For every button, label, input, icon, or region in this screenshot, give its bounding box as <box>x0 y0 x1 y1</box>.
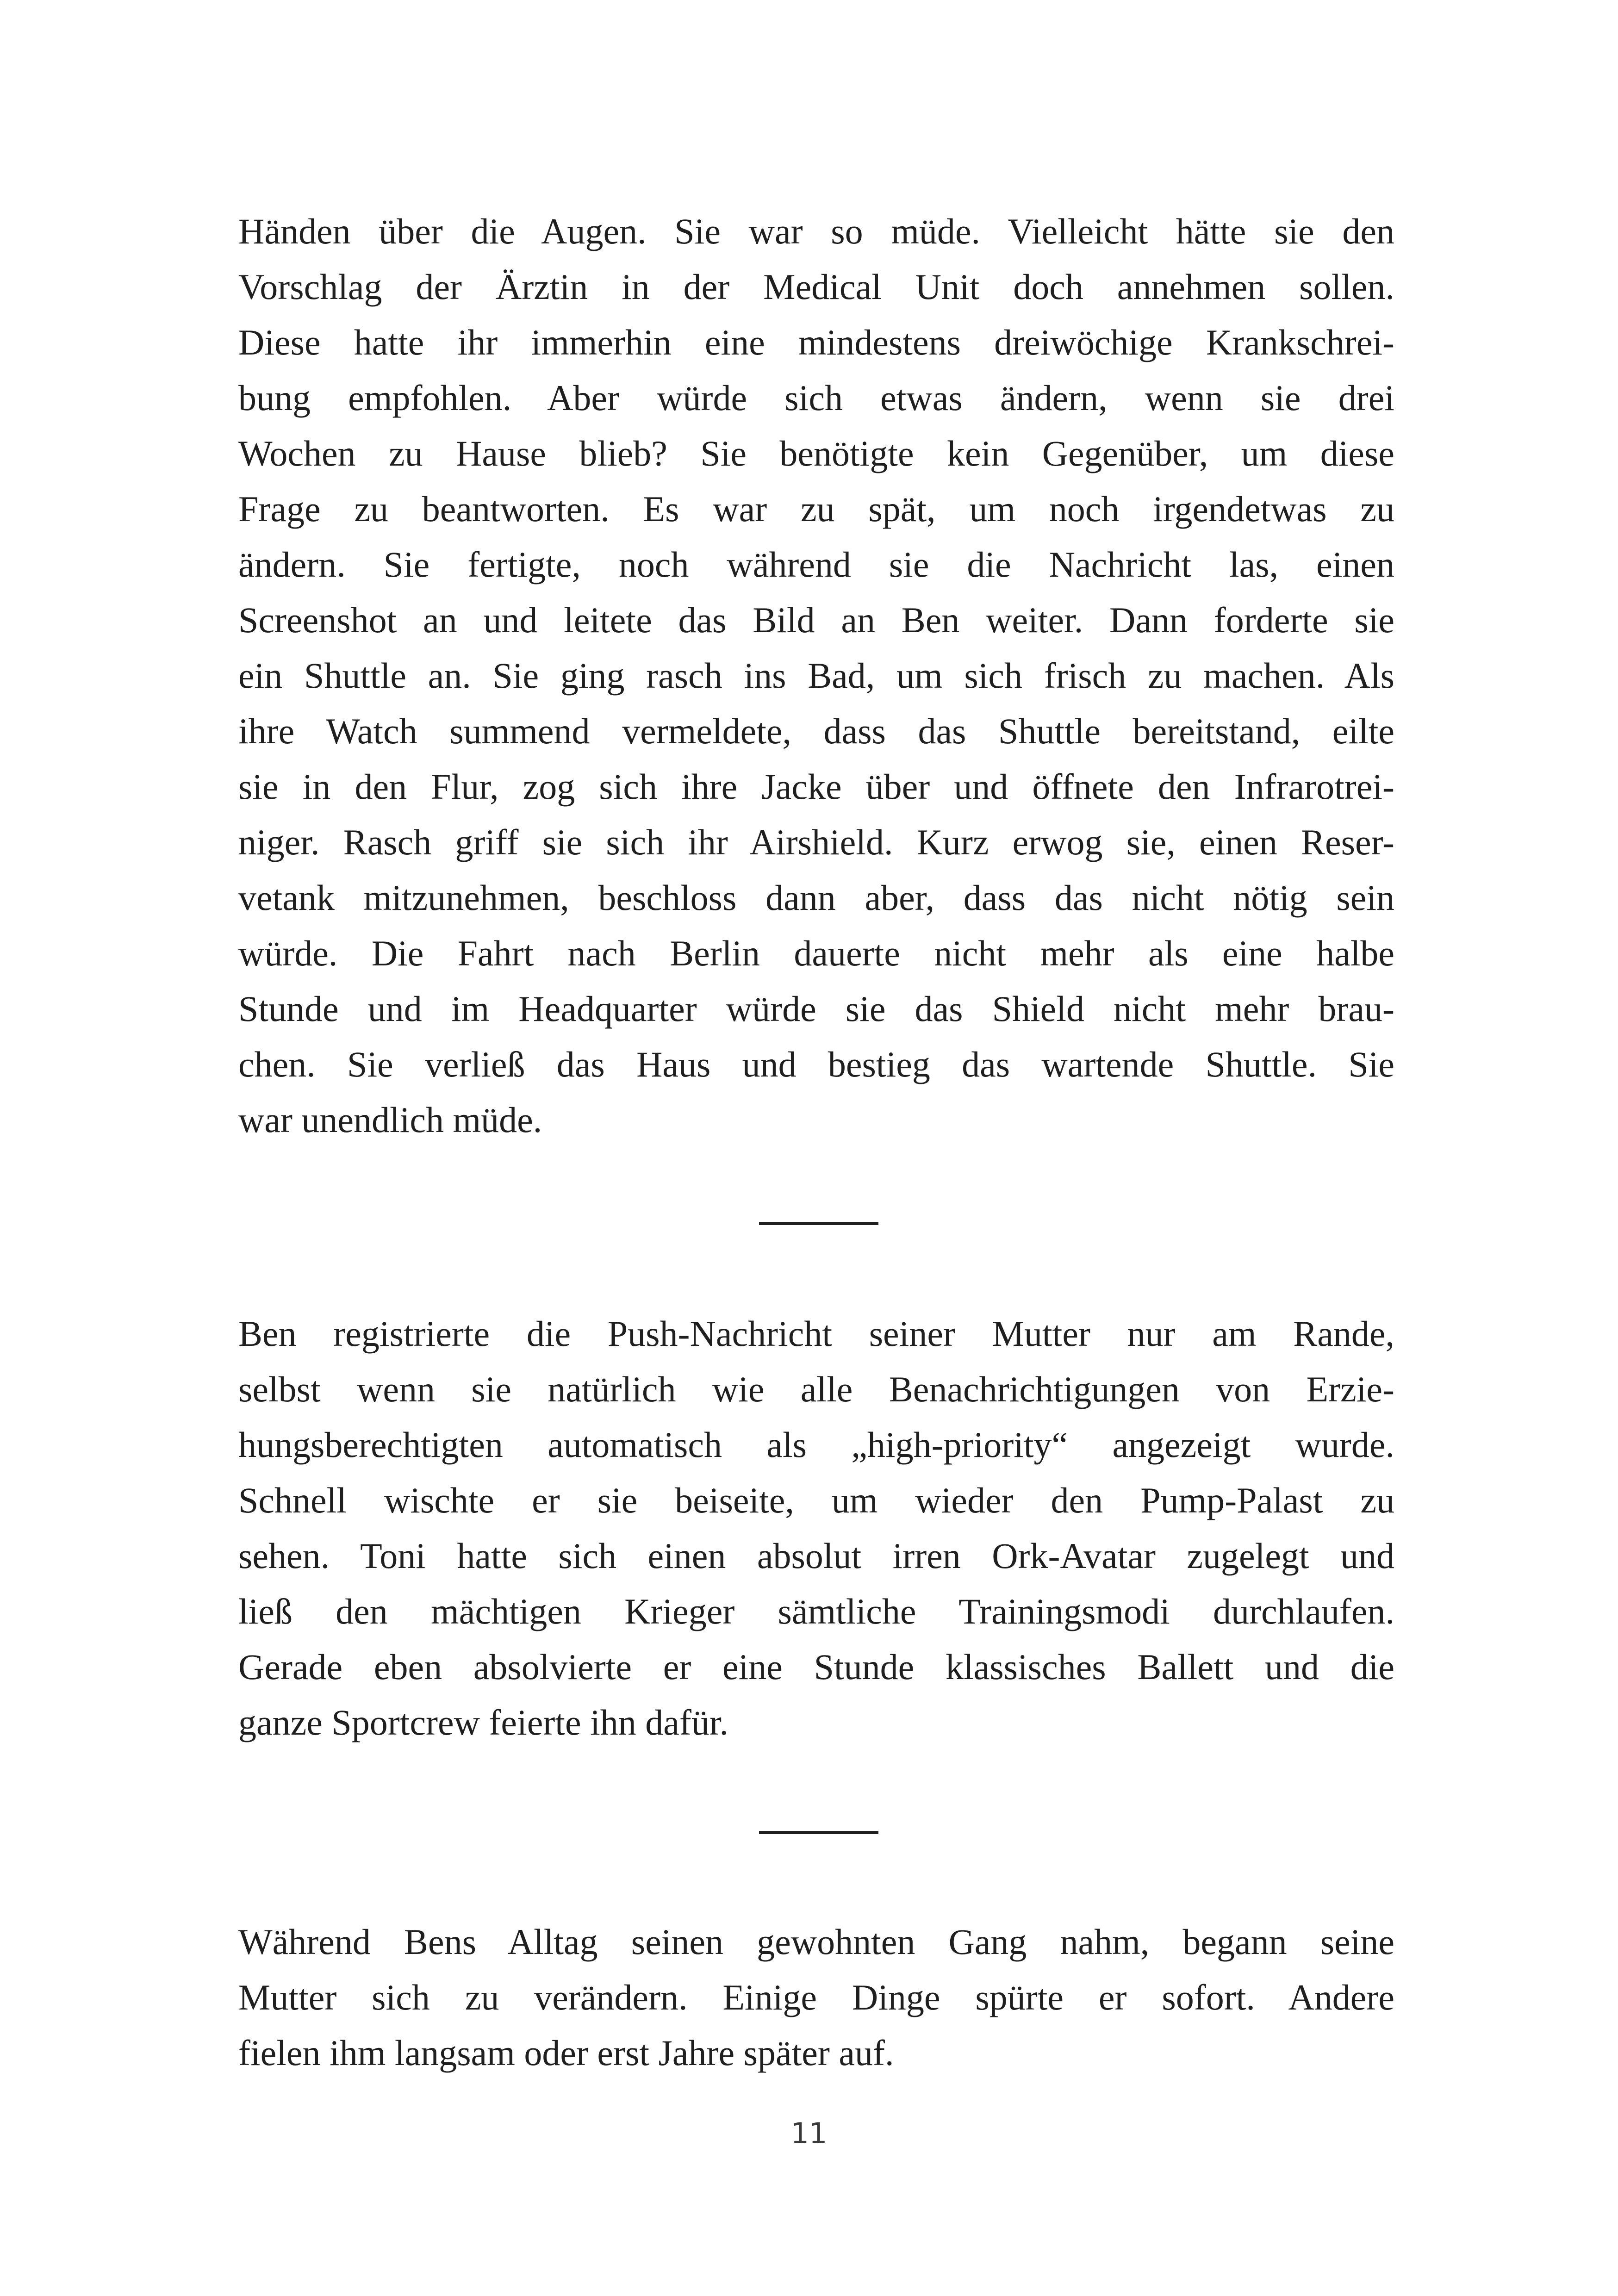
text-line: ihre Watch summend vermeldete, dass das Shuttle bereitstand, eilte <box>238 711 1394 751</box>
text-line: ganze Sportcrew feierte ihn dafür. <box>238 1702 729 1742</box>
text-line: Ben registrierte die Push-Nachricht seiner Mutter nur am Rande, <box>238 1313 1394 1354</box>
text-line: Screenshot an und leitete das Bild an Ben weiter. Dann forderte sie <box>238 600 1394 640</box>
text-line: Wochen zu Hause blieb? Sie benötigte kein Gegenüber, um diese <box>238 433 1394 473</box>
text-line: fielen ihm langsam oder erst Jahre später auf. <box>238 2033 894 2073</box>
text-line: sehen. Toni hatte sich einen absolut irren Ork-Avatar zugelegt und <box>238 1536 1394 1576</box>
paragraph-3 <box>238 1914 1394 2081</box>
text-line: niger. Rasch griff sie sich ihr Airshield. Kurz erwog sie, einen Reser- <box>238 822 1394 862</box>
text-line: selbst wenn sie natürlich wie alle Benachrichtigungen von Erzie- <box>238 1369 1394 1409</box>
text-line: Händen über die Augen. Sie war so müde. Vielleicht hätte sie den <box>238 211 1394 251</box>
text-line: ließ den mächtigen Krieger sämtliche Trainingsmodi durchlaufen. <box>238 1591 1394 1631</box>
section-divider <box>759 1831 878 1834</box>
text-line: ändern. Sie fertigte, noch während sie die Nachricht las, einen <box>238 544 1394 585</box>
text-line: Stunde und im Headquarter würde sie das Shield nicht mehr brau- <box>238 989 1394 1029</box>
text-line: war unendlich müde. <box>238 1100 542 1140</box>
text-line: vetank mitzunehmen, beschloss dann aber, dass das nicht nötig sein <box>238 877 1394 918</box>
text-line: Frage zu beantworten. Es war zu spät, um noch irgendetwas zu <box>238 489 1394 529</box>
text-line: Mutter sich zu verändern. Einige Dinge spürte er sofort. Andere <box>238 1977 1394 2017</box>
text-line: Vorschlag der Ärztin in der Medical Unit doch annehmen sollen. <box>238 267 1394 307</box>
text-line: sie in den Flur, zog sich ihre Jacke über und öffnete den Infrarotrei- <box>238 766 1394 807</box>
text-line: Diese hatte ihr immerhin eine mindestens dreiwöchige Krankschrei- <box>238 322 1394 362</box>
section-divider <box>759 1222 878 1225</box>
text-line: bung empfohlen. Aber würde sich etwas ändern, wenn sie drei <box>238 378 1394 418</box>
text-line: würde. Die Fahrt nach Berlin dauerte nicht mehr als eine halbe <box>238 933 1394 973</box>
paragraph-2 <box>238 1306 1394 1750</box>
paragraph-1 <box>238 204 1394 1148</box>
text-line: Während Bens Alltag seinen gewohnten Gang nahm, begann seine <box>238 1922 1394 1962</box>
text-line: chen. Sie verließ das Haus und bestieg das wartende Shuttle. Sie <box>238 1044 1394 1084</box>
text-line: Gerade eben absolvierte er eine Stunde klassisches Ballett und die <box>238 1647 1394 1687</box>
text-line: ein Shuttle an. Sie ging rasch ins Bad, um sich frisch zu machen. Als <box>238 655 1394 696</box>
text-line: Schnell wischte er sie beiseite, um wieder den Pump-Palast zu <box>238 1480 1394 1520</box>
text-line: hungsberechtigten automatisch als „high-priority“ angezeigt wurde. <box>238 1425 1394 1465</box>
page-number: 11 <box>790 2116 828 2150</box>
